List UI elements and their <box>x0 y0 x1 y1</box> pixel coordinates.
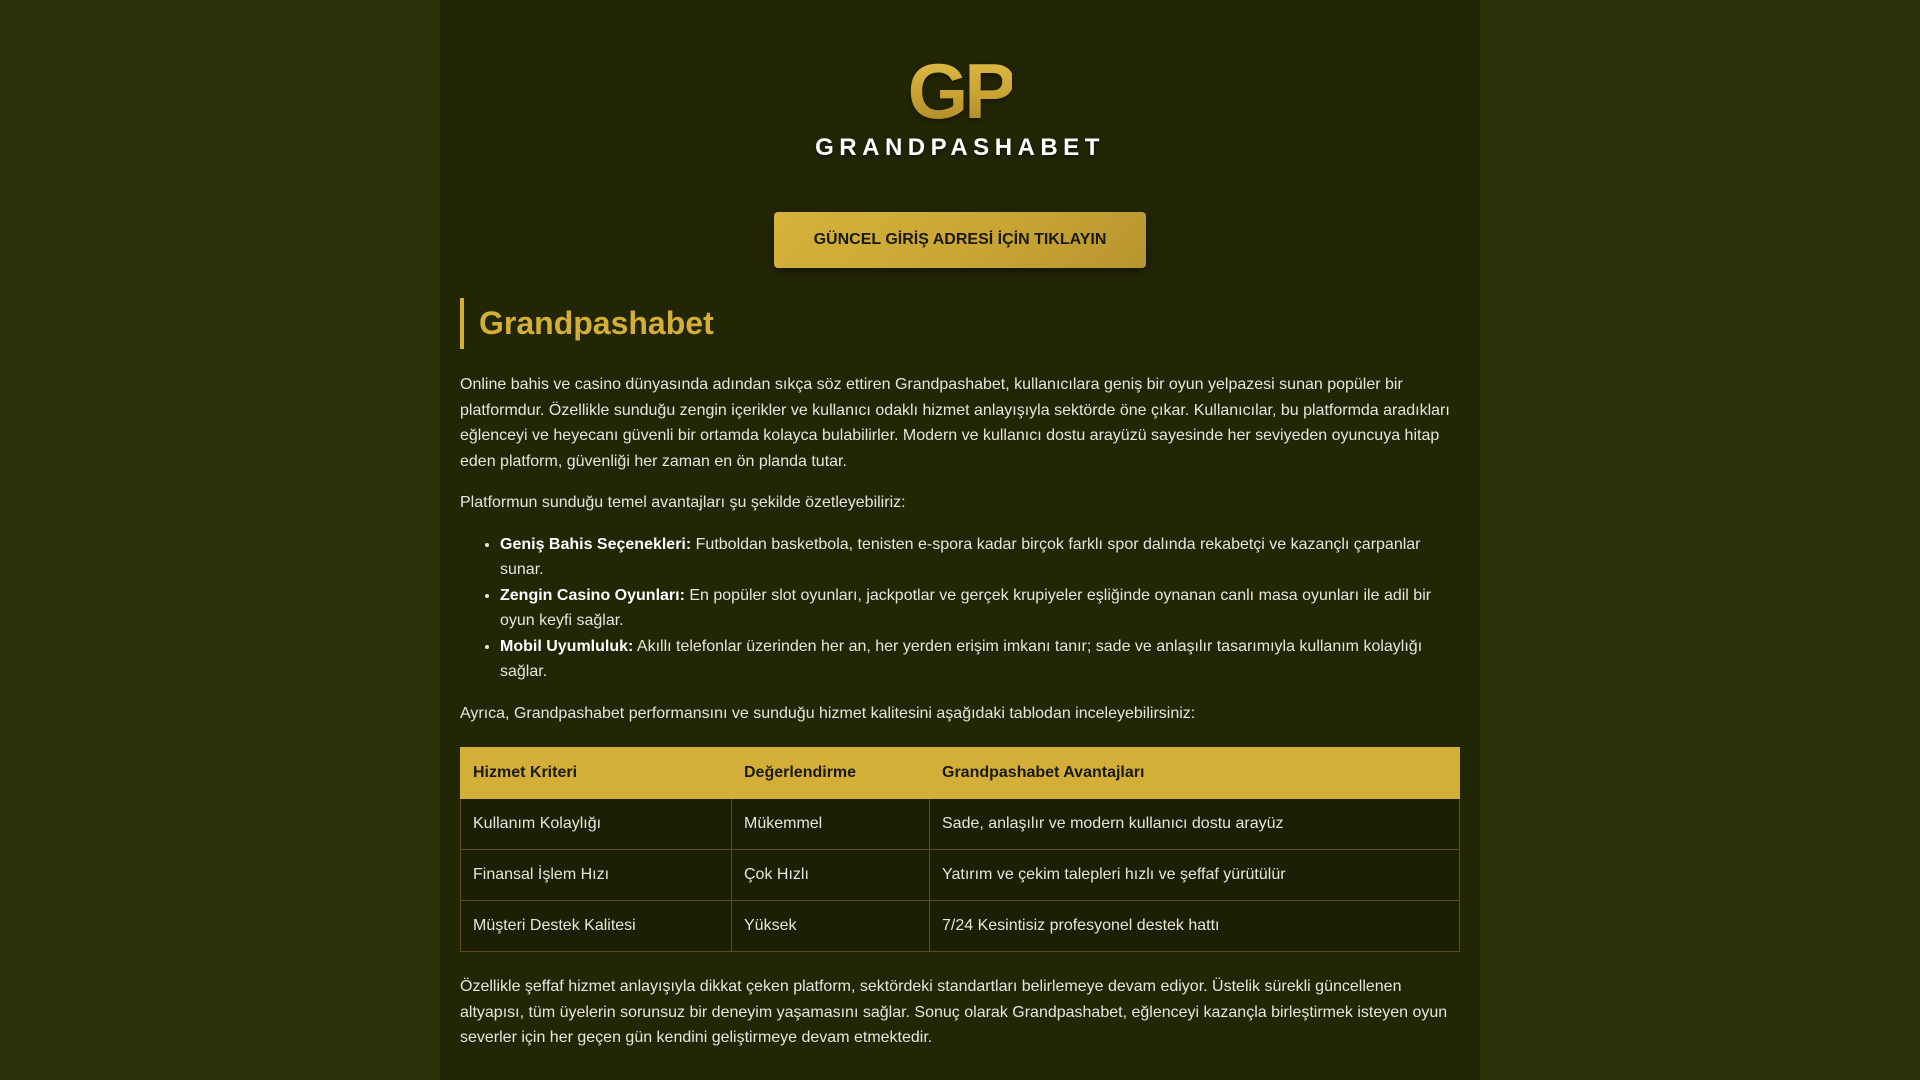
intro-paragraph: Online bahis ve casino dünyasında adından sıkça söz ettiren Grandpashabet, kullanıcılara geniş bir oyun yelpazesi sunan popüler bir platformdur. Özellikle sunduğu zengin içerikler ve kullanıcı odaklı hizmet anlayışıyla sektörde öne çıkar. Kullanıcılar, bu platformda aradıkları eğlenceyi ve heyecanı güvenli bir ortamda kolayca bulabilirler. Modern ve kullanıcı dostu arayüzü sayesinde her seviyeden oyuncuya hitap eden platform, güvenliği her zaman en ön planda tutar. <box>460 376 1450 470</box>
table-cell: 7/24 Kesintisiz profesyonel destek hattı <box>930 901 1460 952</box>
table-cell: Finansal İşlem Hızı <box>461 850 732 901</box>
page-title: Grandpashabet <box>460 298 1460 349</box>
table-cell: Müşteri Destek Kalitesi <box>461 901 732 952</box>
table-row <box>461 850 1460 901</box>
table-cell: Sade, anlaşılır ve modern kullanıcı dostu arayüz <box>930 799 1460 850</box>
features-list <box>460 532 1460 685</box>
service-criteria-table <box>460 747 1460 952</box>
cta-wrapper <box>460 212 1460 268</box>
feature-item <box>500 532 1460 583</box>
feature-title: Geniş Bahis Seçenekleri: <box>500 535 692 553</box>
brand-name[interactable]: GRANDPASHABET <box>815 134 1105 161</box>
table-cell: Yatırım ve çekim talepleri hızlı ve şeffaf yürütülür <box>930 850 1460 901</box>
table-cell: Çok Hızlı <box>732 850 930 901</box>
column-header: Değerlendirme <box>732 748 930 799</box>
content-container <box>440 0 1480 1080</box>
site-header <box>460 0 1460 162</box>
column-header: Hizmet Kriteri <box>461 748 732 799</box>
feature-text: Akıllı telefonlar üzerinden her an, her yerden erişim imkanı tanır; sade ve anlaşılır tasarımıyla kullanım kolaylığı sağlar. <box>500 637 1423 680</box>
table-cell: Kullanım Kolaylığı <box>461 799 732 850</box>
table-cell: Mükemmel <box>732 799 930 850</box>
login-address-button[interactable]: GÜNCEL GİRİŞ ADRESİ İÇİN TIKLAYIN <box>774 212 1146 268</box>
logo-mark[interactable]: GP <box>907 47 1013 135</box>
feature-title: Zengin Casino Oyunları: <box>500 586 685 604</box>
table-row <box>461 901 1460 952</box>
table-header-row <box>461 748 1460 799</box>
table-intro: Ayrıca, Grandpashabet performansını ve sunduğu hizmet kalitesini aşağıdaki tablodan inceleyebilirsiniz: <box>460 704 1196 722</box>
feature-text: Futboldan basketbola, tenisten e-spora kadar birçok farklı spor dalında rekabetçi ve kazançlı çarpanlar sunar. <box>500 535 1421 578</box>
features-lead: Platformun sunduğu temel avantajları şu şekilde özetleyebiliriz: <box>460 494 906 511</box>
feature-item <box>500 634 1460 685</box>
column-header: Grandpashabet Avantajları <box>930 748 1460 799</box>
table-row <box>461 799 1460 850</box>
outro-paragraph: Özellikle şeffaf hizmet anlayışıyla dikkat çeken platform, sektördeki standartları belirlemeye devam ediyor. Üstelik sürekli güncellenen altyapısı, tüm üyelerin sorunsuz bir deneyim yaşamasını sağlar. Sonuç olarak Grandpashabet, eğlenceyi kazançla birleştirmek isteyen oyun severler için her geçen gün kendini geliştirmeye devam etmektedir. <box>460 978 1448 1046</box>
feature-text: En popüler slot oyunları, jackpotlar ve gerçek krupiyeler eşliğinde oynanan canlı masa oyunları ile adil bir oyun keyfi sağlar. <box>500 586 1432 629</box>
feature-item <box>500 583 1460 634</box>
table-cell: Yüksek <box>732 901 930 952</box>
feature-title: Mobil Uyumluluk: <box>500 637 634 655</box>
